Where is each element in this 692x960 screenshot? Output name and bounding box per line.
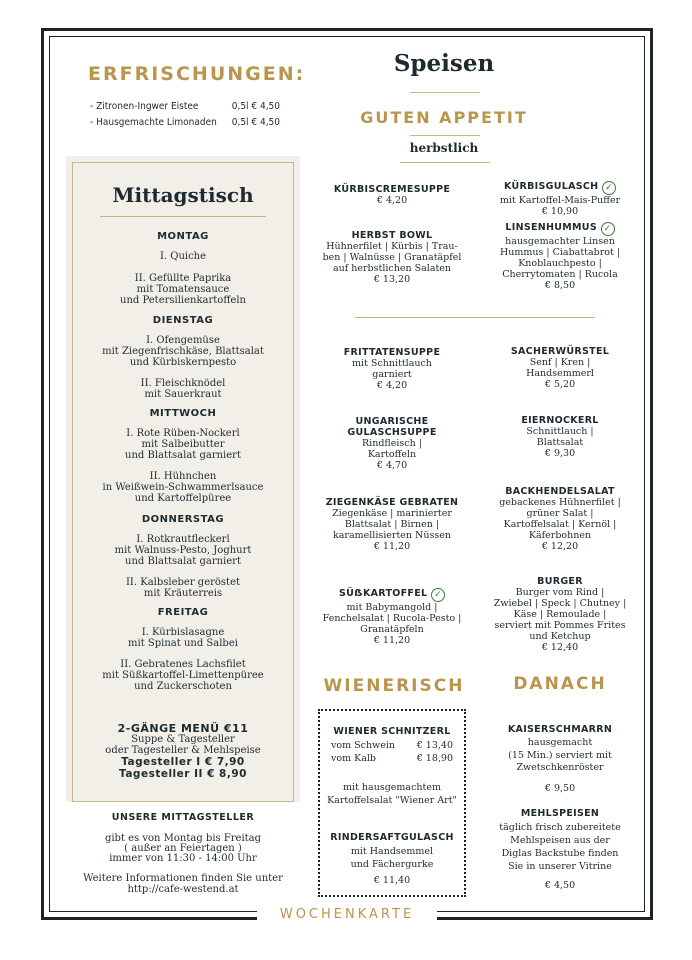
menu-price: Tagesteller II € 8,90 [119,768,247,780]
item-desc: täglich frisch zubereitete Mehlspeisen aus der Diglas Backstube finden Sie in unserer Vitrine [499,822,621,872]
divider [410,92,480,93]
menu-line: oder Tagesteller & Mehlspeise [105,745,261,756]
item-name: MEHLSPEISEN [520,808,600,819]
item-desc: mit Schnittlauch garniert [352,358,432,380]
item-desc: Ziegenkäse | marinierter Blattsalat | Birnen | karamellisierten Nüssen [332,508,452,541]
website-link[interactable]: http://cafe-westend.at [127,884,239,895]
info-line: immer von 11:30 - 14:00 Uhr [109,853,257,864]
item-price: € 4,70 [376,460,408,471]
item-price: € 13,20 [373,274,411,285]
herbstlich-heading: herbstlich [409,141,479,155]
item-name: EIERNOCKERL [521,415,599,426]
dish: II. Fleischknödel mit Sauerkraut [140,378,226,400]
item-name: SÜẞKARTOFFEL [339,588,428,599]
menu-line: Suppe & Tagesteller [131,734,235,745]
danach-title: DANACH [513,674,607,694]
price-row: vom Schwein € 13,40 [331,740,453,751]
menu-title: 2-GÄNGE MENÜ €11 [117,722,249,735]
info-line: ( außer an Feiertagen ) [124,843,242,854]
menu-item [480,724,640,775]
item-price: € 11,20 [373,635,411,646]
drink-price: 0,5l € 4,50 [231,101,280,112]
item-desc: mit hausgemachtem Kartoffelsalat "Wiener Art" [327,782,457,806]
item-desc: Burger vom Rind | Zwiebel | Speck | Chutney | Käse | Remoulade | serviert mit Pommes Frites und Ketchup [493,587,627,642]
item-desc: Senf | Kren | Handsemmerl [526,357,594,379]
info-title: UNSERE MITTAGSTELLER [111,812,255,823]
item-name: WIENER SCHNITZERL [333,726,451,737]
mittagstisch-title: Mittagstisch [112,183,254,207]
item-name: BACKHENDELSALAT [505,486,615,497]
item-name: LINSENHUMMUS [505,222,597,233]
menu-item [315,230,469,285]
item-name: UNGARISCHE GULASCHSUPPE [347,416,437,438]
menu-item [480,415,640,459]
item-price: € 9,30 [544,448,576,459]
item-desc: mit Handsemmel und Fächergurke [350,846,434,870]
drink-row [90,117,290,128]
item-name: BURGER [537,576,583,587]
item-desc: gebackenes Hühnerfilet | grüner Salat | Kartoffelsalat | Kernöl | Käferbohnen [499,497,621,541]
divider [100,216,266,217]
item-name: FRITTATENSUPPE [343,347,441,358]
dish: II. Kalbsleber geröstet mit Kräuterreis [125,577,241,599]
drink-name: - Zitronen-Ingwer Eistee [90,101,199,112]
item-name: KAISERSCHMARRN [507,724,613,735]
dish: I. Rotkrautfleckerl mit Walnuss-Pesto, Joghurt und Blattsalat garniert [114,534,252,567]
day-heading: MONTAG [157,231,209,242]
dish: I. Quiche [159,251,207,262]
dish: II. Hühnchen in Weißwein-Schwammerlsauce und Kartoffelpüree [102,471,264,504]
dish: II. Gefüllte Paprika mit Tomatensauce und Petersilienkartoffeln [120,273,246,306]
day-heading: DONNERSTAG [141,514,225,525]
item-price: € 4,20 [376,195,408,206]
item-desc: hausgemachter Linsen Hummus | Ciabattabrot | Knoblauchpesto | Cherrytomaten | Rucola [499,236,621,280]
item-price: € 9,50 [544,783,576,794]
item-price: € 5,20 [544,379,576,390]
check-icon: ✓ [602,181,616,195]
divider [410,135,480,136]
item-price: € 8,50 [544,280,576,291]
item-desc: mit Kartoffel-Mais-Puffer [499,195,621,206]
divider [400,162,490,163]
speisen-title: Speisen [393,50,495,77]
dish: I. Ofengemüse mit Ziegenfrischkäse, Blattsalat und Kürbiskernpesto [102,335,264,368]
drink-price: 0,5l € 4,50 [231,117,280,128]
check-icon: ✓ [431,588,445,602]
menu-item [480,576,640,653]
item-name: ZIEGENKÄSE GEBRATEN [325,497,459,508]
menu-item [315,497,469,552]
menu-item [480,181,640,217]
menu-item [480,222,640,291]
item-price: € 11,40 [373,875,411,886]
dish: I. Kürbislasagne mit Spinat und Salbei [128,627,238,649]
menu-item [320,832,464,886]
item-price: € 4,20 [376,380,408,391]
menu-item [315,588,469,646]
drink-name: - Hausgemachte Limonaden [90,117,217,128]
item-desc: Schnittlauch | Blattsalat [526,426,594,448]
item-price: € 4,50 [544,880,576,891]
day-heading: DIENSTAG [152,315,214,326]
menu-item [315,347,469,391]
dish: II. Gebratenes Lachsfilet mit Süßkartoffel-Limettenpüree und Zuckerschoten [102,659,264,692]
item-name: RINDERSAFTGULASCH [330,832,454,843]
item-name: KÜRBISCREMESUPPE [333,184,451,195]
check-icon: ✓ [601,222,615,236]
drink-row [90,101,290,112]
item-price: € 10,90 [541,206,579,217]
divider [355,317,595,318]
wienerisch-title: WIENERISCH [323,676,465,696]
menu-item [480,808,640,891]
dish: I. Rote Rüben-Nockerl mit Salbeibutter und Blattsalat garniert [125,428,241,461]
menu-item [480,486,640,552]
item-name: KÜRBISGULASCH [503,181,599,192]
guten-appetit-title: GUTEN APPETIT [360,108,528,127]
item-price: € 11,20 [373,541,411,552]
item-desc: hausgemacht (15 Min.) serviert mit Zwetschkenröster [508,737,612,773]
item-price: € 12,20 [541,541,579,552]
price-row: vom Kalb € 18,90 [331,753,453,764]
item-desc: mit Babymangold | Fenchelsalat | Rucola-Pesto | Granatäpfeln [322,602,462,635]
item-price: € 12,40 [541,642,579,653]
item-name: SACHERWÜRSTEL [510,346,610,357]
day-heading: MITTWOCH [149,408,217,419]
menu-price: Tagesteller I € 7,90 [121,756,245,768]
item-name: HERBST BOWL [351,230,433,241]
menu-item [480,346,640,390]
info-line: gibt es von Montag bis Freitag [104,833,262,844]
info-line: Weitere Informationen finden Sie unter [83,873,283,884]
day-heading: FREITAG [157,607,209,618]
menu-item [315,416,469,471]
wochenkarte-footer: WOCHENKARTE [279,907,415,922]
item-desc: Rindfleisch | Kartoffeln [362,438,422,460]
erfrischungen-title: ERFRISCHUNGEN: [88,63,306,85]
item-desc: Hühnerfilet | Kürbis | Trau- ben | Walnüsse | Granatäpfel auf herbstlichen Salaten [322,241,462,274]
menu-item [315,184,469,206]
